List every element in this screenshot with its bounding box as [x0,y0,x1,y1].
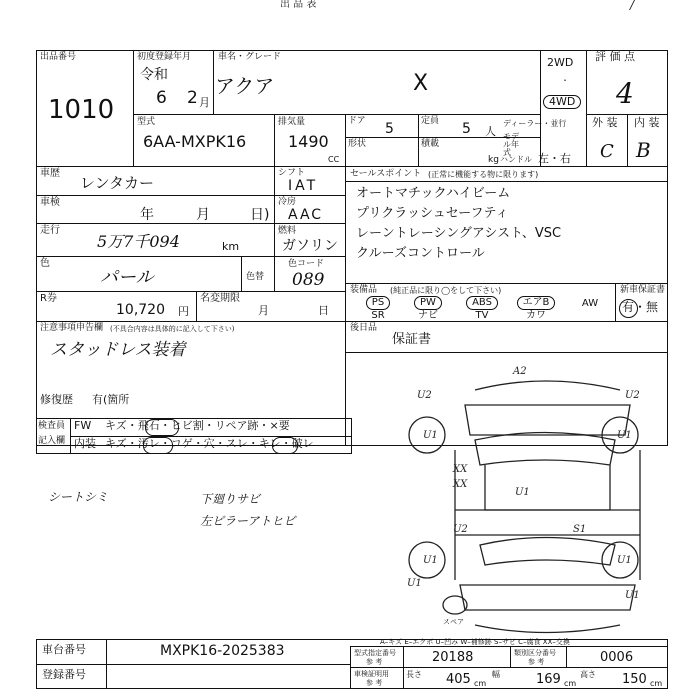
sales-label: セールスポイント [350,169,422,179]
mark-u1-roof: U1 [515,487,530,498]
car-grade: X [413,71,429,96]
type-designation-sub: 参 考 [366,658,383,666]
evaluation-label: 評 価 点 [595,50,635,63]
sales-point-4: クルーズコントロール [356,246,485,261]
height-label: 高さ [580,670,596,679]
door-lines [455,510,640,535]
capacity-value: 5 [462,121,471,137]
width-unit: cm [564,679,577,688]
class-no-label: 類別区分番号 [514,649,556,657]
equip-airbag-leather: エアB カワ [512,296,560,322]
registration-year: 6 [156,88,167,108]
mark-u1-rear-left: U1 [407,578,422,589]
color-label: 色 [40,258,50,269]
equipment-note: (純正品に限り◯をして下さい) [390,286,502,295]
history-label: 車歴 [40,168,60,179]
rear-window [480,538,615,566]
capacity-label: 定員 [421,116,440,126]
evaluation-score: 4 [616,77,634,110]
load-unit: kg [488,155,499,165]
interior-label: 内 装 [634,116,660,129]
height-unit: cm [650,679,663,688]
handwritten-note-2: 下廻りサビ [200,492,261,506]
dimensions-label: 車検証明用 [354,670,389,678]
drive-4wd-circled: 4WD [543,90,581,109]
documents-label: 後日品 [350,323,378,333]
lot-label: 出品番号 [40,52,77,62]
spare-label: スペア [443,618,464,626]
equipment-label: 装備品 [350,285,378,295]
repair-label: 修復歴 [40,393,73,406]
mark-xx-1: XX [453,464,468,475]
top-title: 出 品 表 [280,0,317,10]
displacement-unit: CC [328,155,340,164]
mileage-label: 走行 [40,225,60,236]
sales-note: (正常に機能する物に限ります) [428,170,539,179]
change-deadline-day: 日 [318,304,329,317]
equip-ps-sr: PS SR [358,296,398,322]
color-code-value: 089 [292,270,325,290]
class-no-value: 0006 [600,650,634,665]
model-label: 型式 [137,117,156,127]
exterior-grade: C [600,141,614,162]
trunk [460,585,635,610]
registration-month: 2 [187,88,198,108]
doors-value: 5 [385,121,394,137]
inspect-row2-head: 内装 [74,437,96,450]
dimensions-sub: 参 考 [366,679,383,687]
fuel-value: ガソリン [282,238,338,254]
mileage-value: 5万7千094 [97,232,180,251]
dealer-label: ディーラー・並行 [503,119,567,128]
color-code-label: 色コード [288,259,325,269]
change-deadline-label: 名変期限 [200,293,240,304]
inspect-row2: キズ・汚レ・コゲ・穴・スレ・キレ・破レ [105,437,314,450]
handwritten-note-1: シートシミ [48,490,109,504]
front-bumper [475,381,620,390]
chassis-number: MXPK16-2025383 [160,643,285,659]
mark-u2-front-right: U2 [625,390,640,401]
fuel-label: 燃料 [278,226,297,236]
length-label: 長さ [406,670,422,679]
recycle-value: 10,720 [116,302,165,318]
mark-wheel-rl: U1 [423,555,438,566]
history-value: レンタカー [80,174,155,192]
equip-aw: AW [581,298,599,309]
type-designation-label: 型式指定番号 [354,649,396,657]
shift-value: IAT [288,178,319,194]
mark-s1: S1 [573,524,587,535]
width-value: 169 [536,672,561,687]
lot-number: 1010 [48,95,115,125]
recycle-unit: 円 [178,305,189,318]
warranty-yes-circle [619,299,638,318]
mark-u2-front: U2 [417,390,432,401]
mark-wheel-fl: U1 [423,430,438,441]
mark-u2-side: U2 [453,524,468,535]
circle-stain [143,437,173,454]
inspection-label: 車検 [40,197,60,208]
car-name: アクア [215,74,275,98]
color-change-label: 色替 [246,272,265,282]
model-code: 6AA-MXPK16 [143,132,247,151]
handle-value: 左・右 [538,152,571,165]
sales-point-3: レーントレーシングアシスト、VSC [356,226,562,241]
equip-abs-tv: ABS TV [460,296,504,322]
color-value: パール [100,267,154,288]
mark-xx-2: XX [453,479,468,490]
class-no-sub: 参 考 [528,658,545,666]
load-label: 積載 [421,139,440,149]
diagram-legend: A–キズ E–エクボ U–凹み W–補修跡 S–サビ C–腐食 XX–交換 [380,638,570,646]
reg-no-label: 登録番号 [42,668,86,681]
handwritten-note-3: 左ピラーアトヒビ [200,514,296,528]
mark-wheel-rr: U1 [617,555,632,566]
exterior-label: 外 装 [592,116,618,129]
drive-2wd: 2WD [547,56,574,69]
registration-era: 令和 [140,67,168,83]
top-mark: / [630,0,635,12]
equip-pw-navi: PW ナビ [408,296,448,322]
handle-label: ハンドル [500,155,532,164]
registration-month-unit: 月 [199,96,210,109]
type-designation-value: 20188 [432,650,474,665]
aircon-label: 冷房 [278,197,297,207]
model-year-label: モデル年式 [503,132,519,157]
aircon-value: AAC [288,207,324,223]
mark-u1-rear-right: U1 [625,590,640,601]
circle-rub [272,437,298,454]
circle-stone-chip [145,419,179,436]
mark-a2: A2 [513,366,527,377]
sales-point-2: プリクラッシュセーフティ [356,206,509,221]
chassis-label: 車台番号 [42,643,86,656]
notes-sub: (不具合内容は具体的に記入して下さい) [110,325,235,333]
notes-value: スタッドレス装着 [50,340,186,360]
recycle-label: R券 [40,293,57,304]
mark-wheel-fr: U1 [617,430,632,441]
height-value: 150 [622,672,647,687]
inspector-label-2: 記入欄 [38,436,66,446]
length-unit: cm [474,679,487,688]
repair-value: 有(箇所 [92,393,130,406]
inspection-month: 月 [196,207,210,223]
windshield [475,433,615,466]
inspector-label-1: 検査員 [38,421,66,431]
registration-label: 初度登録年月 [137,52,192,62]
inspection-year: 年 [140,207,154,223]
interior-grade: B [636,138,651,162]
inspect-row1: キズ・飛石・ヒビ割・リペア跡・×要 [105,419,290,432]
car-damage-diagram [395,360,680,640]
shape-label: 形状 [348,139,367,149]
roof [485,465,610,510]
length-value: 405 [446,672,471,687]
notes-label: 注意事項申告欄 [40,323,104,333]
documents-value: 保証書 [392,332,432,347]
warranty-label: 新車保証書 [620,285,666,295]
width-label: 幅 [492,670,500,679]
capacity-unit: 人 [485,125,496,138]
displacement-label: 排気量 [278,117,306,127]
sales-point-1: オートマチックハイビーム [356,186,511,201]
inspect-row1-head: FW [74,419,92,432]
rear-bumper [475,625,620,633]
mileage-unit: km [222,240,240,253]
car-name-label: 車名・グレード [218,52,282,62]
warranty-value: 有・無 [622,300,659,314]
doors-label: ドア [348,116,366,126]
hood [465,405,630,435]
shift-label: シフト [278,168,306,178]
displacement-value: 1490 [288,132,329,151]
inspection-day: 日) [250,207,270,223]
change-deadline-month: 月 [258,304,269,317]
